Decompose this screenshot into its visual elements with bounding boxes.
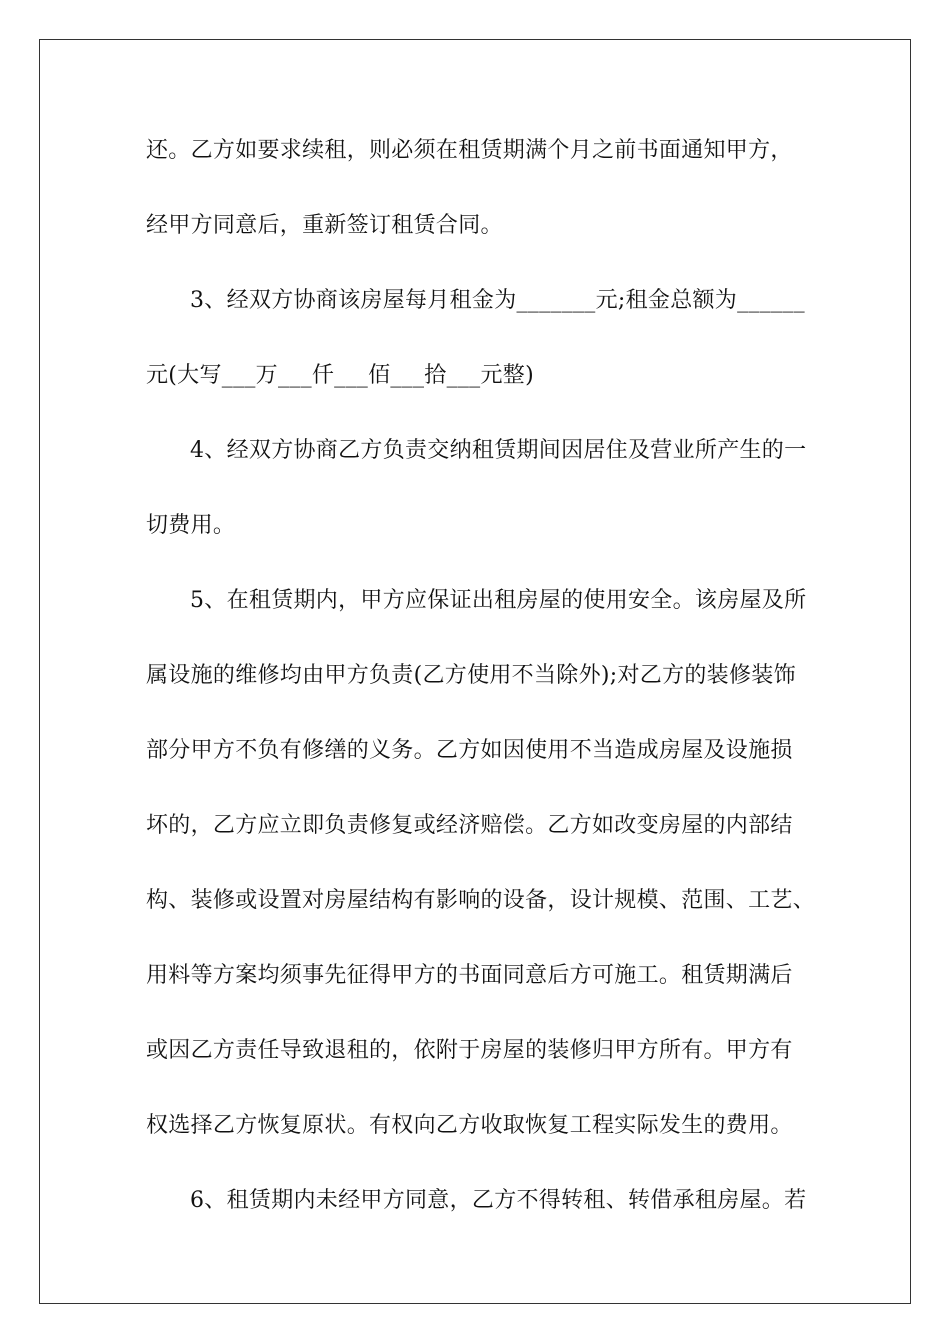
- text-line: 还。乙方如要求续租，则必须在租赁期满个月之前书面通知甲方，: [146, 138, 793, 163]
- clause-5-line: 5、在租赁期内，甲方应保证出租房屋的使用安全。该房屋及所: [190, 588, 807, 613]
- text-line: 或因乙方责任导致退租的，依附于房屋的装修归甲方所有。甲方有: [146, 1038, 793, 1063]
- text-line: 构、装修或设置对房屋结构有影响的设备，设计规模、范围、工艺、: [146, 888, 816, 913]
- text-line: 用料等方案均须事先征得甲方的书面同意后方可施工。租赁期满后: [146, 963, 793, 988]
- text-line: 权选择乙方恢复原状。有权向乙方收取恢复工程实际发生的费用。: [146, 1113, 793, 1138]
- text-line: 经甲方同意后，重新签订租赁合同。: [146, 213, 503, 238]
- clause-6-line: 6、租赁期内未经甲方同意，乙方不得转租、转借承租房屋。若: [190, 1188, 807, 1213]
- clause-4-line: 4、经双方协商乙方负责交纳租赁期间因居住及营业所产生的一: [190, 438, 807, 463]
- text-line: 切费用。: [146, 513, 236, 538]
- text-line: 属设施的维修均由甲方负责(乙方使用不当除外);对乙方的装修装饰: [146, 663, 796, 688]
- text-line: 坏的，乙方应立即负责修复或经济赔偿。乙方如改变房屋的内部结: [146, 813, 793, 838]
- clause-3-line: 3、经双方协商该房屋每月租金为_______元;租金总额为______: [190, 288, 805, 313]
- text-line: 元(大写___万___仟___佰___拾___元整): [146, 363, 534, 388]
- text-line: 部分甲方不负有修缮的义务。乙方如因使用不当造成房屋及设施损: [146, 738, 793, 763]
